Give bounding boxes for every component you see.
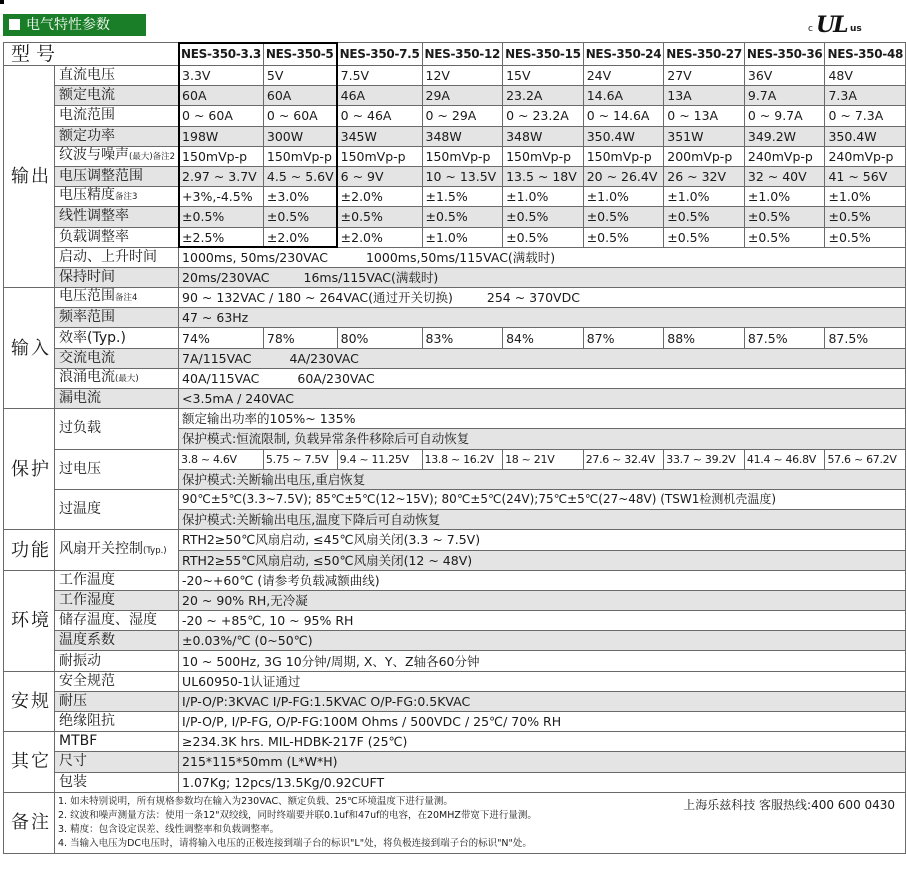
param-value: 90℃±5℃(3.3~7.5V); 85℃±5℃(12~15V); 80℃±5℃(24V);75℃±5℃(27~48V) (TSW1检测机壳温度) [179,489,906,509]
param-value: 27V [664,66,745,86]
param-value: 240mVp-p [825,146,906,166]
param-value: ±1.0% [583,187,664,207]
param-value: 15V [503,66,584,86]
param-value: 5.75 ~ 7.5V [263,449,337,469]
label-note: (最大) [115,373,139,384]
param-value: 300W [263,126,337,146]
label-text: 纹波与噪声 [59,146,129,163]
param-value [179,247,906,267]
value-part: 4A/230VAC [289,350,359,366]
ul-cert-logo [808,12,864,38]
label-note: (最大)备注2 [129,151,176,162]
param-value: 348W [422,126,503,146]
param-label: 过温度 [55,489,179,529]
param-label: 尺寸 [55,752,179,772]
param-value: 7.3A [825,86,906,106]
param-value: 0 ~ 29A [422,106,503,126]
category-safety: 安规 [4,671,55,732]
param-value: 150mVp-p [503,146,584,166]
param-label: 保持时间 [55,267,179,287]
param-label: 漏电流 [55,389,179,409]
param-value: 0 ~ 13A [664,106,745,126]
table-row [4,530,906,550]
value-part: 20ms/230VAC [182,269,270,285]
param-label: 温度系数 [55,631,179,651]
param-value: 20 ~ 26.4V [583,166,664,186]
param-value [179,368,906,388]
param-label: 电流范围 [55,106,179,126]
param-value: 150mVp-p [422,146,503,166]
param-value: 9.7A [744,86,825,106]
param-value: 29A [422,86,503,106]
table-row [4,308,906,328]
note-line: 3. 精度：包含设定误差、线性调整率和负载调整率。 [58,823,280,835]
table-row [4,227,906,247]
param-value [179,267,906,287]
param-value: 87% [583,328,664,348]
label-text: 电压范围 [59,288,115,305]
param-value: 7.5V [337,66,422,86]
param-value [179,288,906,308]
param-value: 87.5% [744,328,825,348]
param-value: ±0.5% [503,207,584,227]
param-value: ±0.5% [503,227,584,247]
param-label: 启动、上升时间 [55,247,179,267]
cert-mark: UL [816,12,847,38]
param-value: 26 ~ 32V [664,166,745,186]
param-label [55,146,179,166]
param-value: 保护模式:关断输出电压,温度下降后可自动恢复 [179,510,906,530]
param-value: 10 ~ 500Hz, 3G 10分钟/周期, X、Y、Z轴各60分钟 [179,651,906,671]
label-note: (Typ.) [143,545,167,556]
note-line: 1. 如未特别说明，所有规格参数均在输入为230VAC、额定负载、25℃环境温度下进行量测。 [58,795,453,807]
hotline: 上海乐兹科技 客服热线:400 600 0430 [683,797,896,812]
param-value: 14.6A [583,86,664,106]
table-row [4,752,906,772]
param-value: 1.07Kg; 12pcs/13.5Kg/0.92CUFT [179,772,906,792]
param-value: 13.5 ~ 18V [503,166,584,186]
model-name: NES-350-24 [583,43,664,66]
param-value: 23.2A [503,86,584,106]
param-label: 直流电压 [55,66,179,86]
model-name: NES-350-48 [825,43,906,66]
category-protection: 保护 [4,409,55,530]
table-row [4,348,906,368]
category-input: 输入 [4,288,55,409]
param-value: ±0.5% [825,227,906,247]
param-value: 0 ~ 60A [179,106,264,126]
param-label: 工作湿度 [55,590,179,610]
param-value: 348W [503,126,584,146]
highlight-box-ovp [0,0,4,4]
label-text: 电压精度 [59,187,115,204]
param-value: 27.6 ~ 32.4V [583,449,664,469]
table-row [4,489,906,509]
table-row [4,712,906,732]
param-value: ±2.0% [337,187,422,207]
label-text: 浪涌电流 [59,368,115,385]
param-value: ±0.5% [337,207,422,227]
model-name: NES-350-12 [422,43,503,66]
param-value: 200mVp-p [664,146,745,166]
param-value: ±1.0% [825,187,906,207]
param-value: 保护模式:恒流限制, 负载异常条件移除后可自动恢复 [179,429,906,449]
param-value: 350.4W [825,126,906,146]
table-row [4,328,906,348]
param-label: 耐振动 [55,651,179,671]
category-environment: 环境 [4,570,55,671]
param-value: 78% [263,328,337,348]
param-value: 46A [337,86,422,106]
param-label: 额定电流 [55,86,179,106]
label-text: 风扇开关控制 [59,540,143,557]
label-note: 备注4 [115,293,138,304]
param-value: -20~+60℃ (请参考负载减额曲线) [179,570,906,590]
param-value: 351W [664,126,745,146]
param-value: ±2.0% [263,227,337,247]
table-row [4,449,906,469]
section-title [3,14,146,36]
param-value: ±0.5% [744,227,825,247]
table-row [4,166,906,186]
param-value: ≥234.3K hrs. MIL-HDBK-217F (25℃) [179,732,906,752]
param-label: 频率范围 [55,308,179,328]
param-value: 83% [422,328,503,348]
table-row [4,691,906,711]
table-row [4,288,906,308]
param-value: 215*115*50mm (L*W*H) [179,752,906,772]
param-value: ±0.5% [422,207,503,227]
param-value: 74% [179,328,264,348]
param-label: 过负载 [55,409,179,449]
model-name: NES-350-5 [263,43,337,66]
model-name: NES-350-36 [744,43,825,66]
param-value: 84% [503,328,584,348]
section-title-text: 电气特性参数 [26,17,110,33]
param-value: ±0.5% [825,207,906,227]
param-value: 57.6 ~ 67.2V [825,449,906,469]
table-row [4,389,906,409]
value-part: 16ms/115VAC(满载时) [303,269,439,285]
param-value: 33.7 ~ 39.2V [664,449,745,469]
param-value: 5V [263,66,337,86]
param-value: 36V [744,66,825,86]
param-value: ±0.5% [583,207,664,227]
param-value: 13A [664,86,745,106]
table-row [4,732,906,752]
param-value: I/P-O/P:3KVAC I/P-FG:1.5KVAC O/P-FG:0.5KVAC [179,691,906,711]
param-label: MTBF [55,732,179,752]
param-value: ±1.5% [422,187,503,207]
param-value: ±1.0% [422,227,503,247]
param-value: +3%,-4.5% [179,187,264,207]
param-label: 工作温度 [55,570,179,590]
param-value: 0 ~ 14.6A [583,106,664,126]
param-value: 2.97 ~ 3.7V [179,166,264,186]
param-value: 80% [337,328,422,348]
param-value: 349.2W [744,126,825,146]
category-output: 输出 [4,66,55,288]
model-name: NES-350-3.3 [179,43,264,66]
param-label: 绝缘阻抗 [55,712,179,732]
param-value: 87.5% [825,328,906,348]
param-value: 0 ~ 9.7A [744,106,825,126]
param-label: 过电压 [55,449,179,489]
value-part: 60A/230VAC [297,370,375,386]
category-notes: 备注 [4,792,55,853]
param-value [179,348,906,368]
param-value: 10 ~ 13.5V [422,166,503,186]
table-row [4,671,906,691]
param-value: 32 ~ 40V [744,166,825,186]
table-row [4,792,906,853]
param-value: 88% [664,328,745,348]
param-value: 60A [263,86,337,106]
param-label [55,187,179,207]
param-value: 240mVp-p [744,146,825,166]
note-line: 2. 纹波和噪声测量方法：使用一条12"双绞线，同时终端要并联0.1uf和47uf的电容，在20MHZ带宽下进行量测。 [58,809,537,821]
param-value: ±0.5% [744,207,825,227]
param-value: ±2.5% [179,227,264,247]
model-name: NES-350-15 [503,43,584,66]
value-part: 7A/115VAC [182,350,252,366]
table-row [4,247,906,267]
param-value: 20 ~ 90% RH,无冷凝 [179,590,906,610]
param-value: 4.5 ~ 5.6V [263,166,337,186]
param-value: 0 ~ 23.2A [503,106,584,126]
param-value: RTH2≥55℃风扇启动, ≤50℃风扇关闭(12 ~ 48V) [179,550,906,570]
param-label: 包装 [55,772,179,792]
param-value: 6 ~ 9V [337,166,422,186]
param-label: 额定功率 [55,126,179,146]
table-row [4,631,906,651]
table-row [4,590,906,610]
table-row [4,651,906,671]
param-value: ±0.5% [179,207,264,227]
category-function: 功能 [4,530,55,570]
param-value: 345W [337,126,422,146]
param-value: 350.4W [583,126,664,146]
param-value: ±1.0% [503,187,584,207]
value-part: 1000ms, 50ms/230VAC [182,249,328,265]
model-name: NES-350-27 [664,43,745,66]
table-row [4,86,906,106]
value-part: 90 ~ 132VAC / 180 ~ 264VAC(通过开关切换) [182,290,453,306]
param-value: RTH2≥50℃风扇启动, ≤45℃风扇关闭(3.3 ~ 7.5V) [179,530,906,550]
param-value: 3.3V [179,66,264,86]
param-value: UL60950-1认证通过 [179,671,906,691]
category-others: 其它 [4,732,55,793]
table-row [4,409,906,429]
param-value: 41 ~ 56V [825,166,906,186]
spec-table [3,42,906,854]
label-note: 备注3 [115,192,138,203]
table-row [4,368,906,388]
param-label: 效率(Typ.) [55,328,179,348]
param-label [55,288,179,308]
param-value: 0 ~ 46A [337,106,422,126]
table-row [4,772,906,792]
param-value: 额定输出功率的105%~ 135% [179,409,906,429]
param-value: 150mVp-p [179,146,264,166]
table-row [4,207,906,227]
param-value: 18 ~ 21V [503,449,584,469]
param-label: 储存温度、湿度 [55,611,179,631]
param-value: 保护模式:关断输出电压,重启恢复 [179,469,906,489]
param-label: 安全规范 [55,671,179,691]
param-label [55,530,179,570]
param-value: ±3.0% [263,187,337,207]
param-value: -20 ~ +85℃, 10 ~ 95% RH [179,611,906,631]
square-icon [9,19,20,30]
value-part: 254 ~ 370VDC [486,290,580,306]
model-name: NES-350-7.5 [337,43,422,66]
cert-us: us [850,24,862,34]
param-value: ±0.5% [263,207,337,227]
table-row [4,611,906,631]
param-label [55,368,179,388]
param-value: 9.4 ~ 11.25V [337,449,422,469]
param-label: 电压调整范围 [55,166,179,186]
param-value: <3.5mA / 240VAC [179,389,906,409]
param-value: 0 ~ 7.3A [825,106,906,126]
table-row [4,106,906,126]
param-value: ±0.5% [583,227,664,247]
table-row [4,126,906,146]
param-value: ±0.03%/℃ (0~50℃) [179,631,906,651]
param-label: 交流电流 [55,348,179,368]
param-value: 3.8 ~ 4.6V [179,449,264,469]
param-value: 12V [422,66,503,86]
table-row [4,570,906,590]
param-value: 24V [583,66,664,86]
param-label: 线性调整率 [55,207,179,227]
param-value: ±0.5% [664,207,745,227]
notes-text [55,792,906,853]
param-value: ±1.0% [664,187,745,207]
param-value: 198W [179,126,264,146]
param-value: 150mVp-p [337,146,422,166]
table-row [4,187,906,207]
param-value: 47 ~ 63Hz [179,308,906,328]
table-row [4,43,906,66]
value-part: 40A/115VAC [182,370,260,386]
param-value: 150mVp-p [263,146,337,166]
param-label: 耐压 [55,691,179,711]
table-row [4,267,906,287]
cert-c: c [808,24,813,34]
table-row [4,66,906,86]
param-value: ±2.0% [337,227,422,247]
param-label: 负载调整率 [55,227,179,247]
param-value: 0 ~ 60A [263,106,337,126]
table-row [4,146,906,166]
value-part: 1000ms,50ms/115VAC(满载时) [365,249,556,265]
param-value: 48V [825,66,906,86]
param-value: 60A [179,86,264,106]
param-value: I/P-O/P, I/P-FG, O/P-FG:100M Ohms / 500VDC / 25℃/ 70% RH [179,712,906,732]
model-label: 型号 [4,43,179,66]
highlight-box-efficiency [0,0,4,4]
note-line: 4. 当输入电压为DC电压时，请将输入电压的正极连接到端子台的标识"L"处，将负极连接到端子台的标识"N"处。 [58,837,532,849]
param-value: 13.8 ~ 16.2V [422,449,503,469]
param-value: ±0.5% [664,227,745,247]
param-value: 41.4 ~ 46.8V [744,449,825,469]
param-value: ±1.0% [744,187,825,207]
param-value: 150mVp-p [583,146,664,166]
